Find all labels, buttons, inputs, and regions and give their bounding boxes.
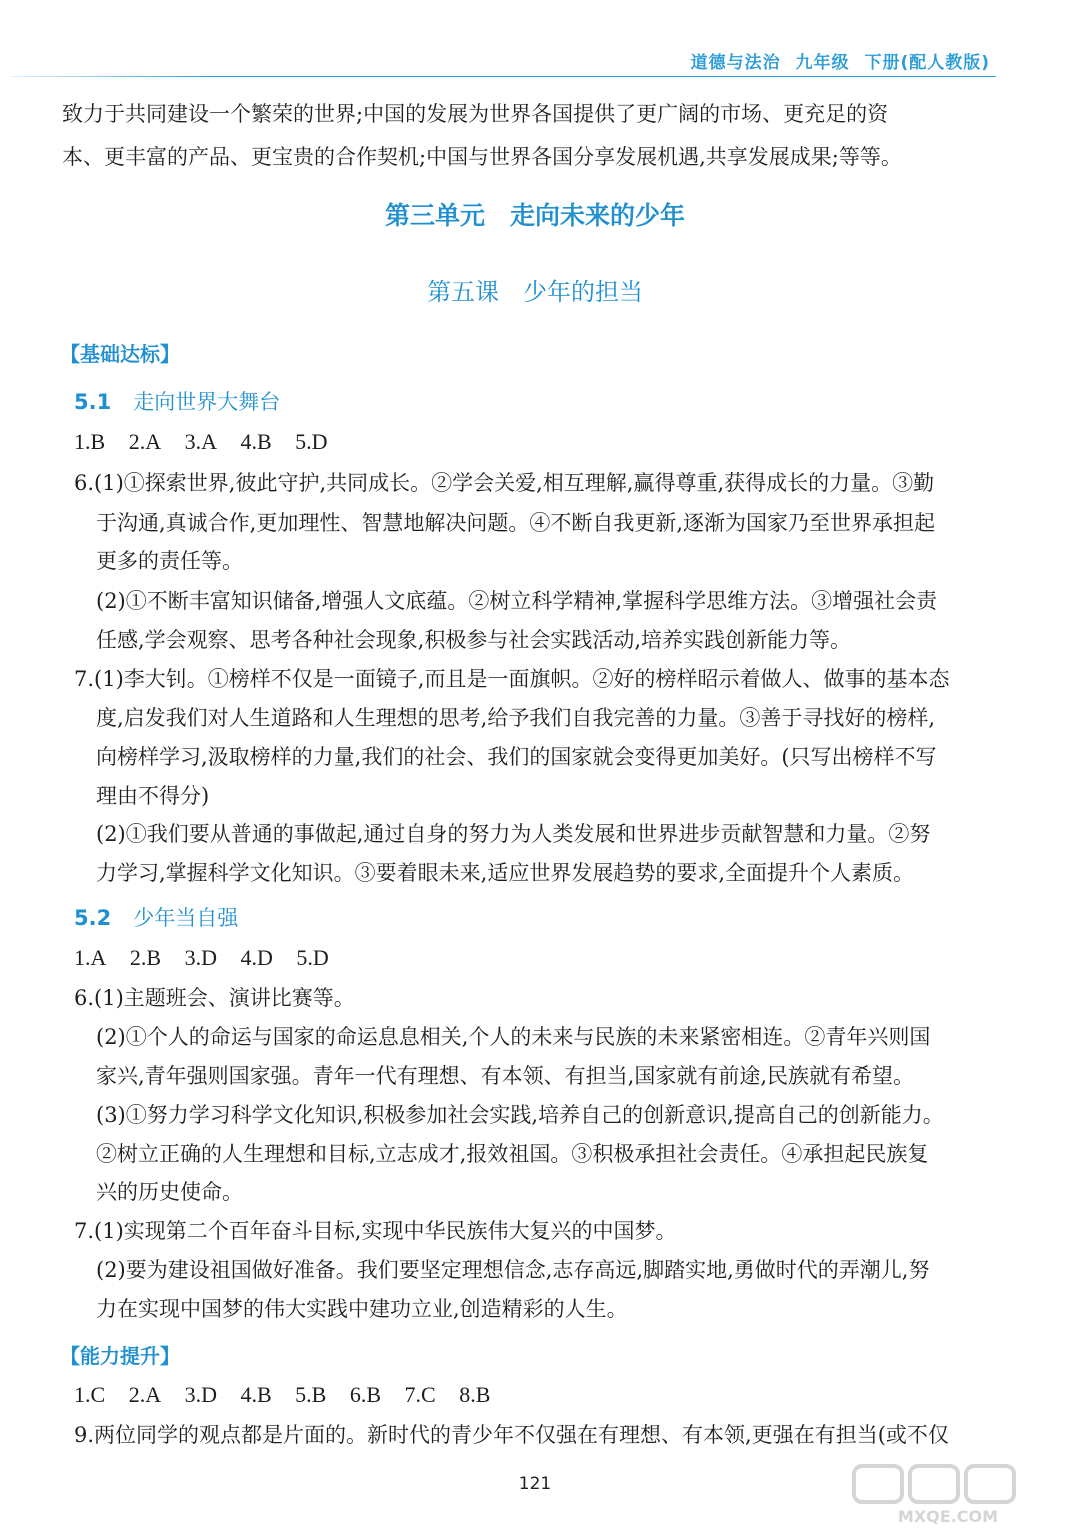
- intro-line-2: 本、更丰富的产品、更宝贵的合作契机;中国与世界各国分享发展机遇,共享发展成果;等等。: [62, 145, 902, 169]
- text-line: 任感,学会观察、思考各种社会现象,积极参与社会实践活动,培养实践创新能力等。: [96, 628, 852, 652]
- answer-item: 2.B: [129, 945, 162, 970]
- answer-item: 1.B: [74, 429, 106, 454]
- page-number: 121: [518, 1474, 552, 1494]
- text-line: (2)要为建设祖国做好准备。我们要坚定理想信念,志存高远,脚踏实地,勇做时代的弄潮儿,努: [96, 1258, 930, 1282]
- text-line: 力学习,掌握科学文化知识。③要着眼未来,适应世界发展趋势的要求,全面提升个人素质。: [96, 861, 915, 885]
- answer-item: 4.B: [240, 429, 272, 454]
- text-line: 向榜样学习,汲取榜样的力量,我们的社会、我们的国家就会变得更加美好。(只写出榜样不写: [96, 745, 937, 769]
- text-line: (2)①我们要从普通的事做起,通过自身的努力为人类发展和世界进步贡献智慧和力量。②努: [96, 822, 931, 846]
- basic-tag: 【基础达标】: [60, 342, 180, 366]
- header-subject: 道德与法治: [690, 53, 781, 73]
- text-line: 于沟通,真诚合作,更加理性、智慧地解决问题。④不断自我更新,逐渐为国家乃至世界承担起: [96, 511, 936, 535]
- watermark-text: MXQE.COM: [897, 1507, 999, 1526]
- section-title: 走向世界大舞台: [133, 390, 281, 414]
- text-line: 力在实现中国梦的伟大实践中建功立业,创造精彩的人生。: [96, 1297, 628, 1321]
- text-line: 6.(1)①探索世界,彼此守护,共同成长。②学会关爱,相互理解,赢得尊重,获得成长的力量。③勤: [74, 471, 935, 495]
- answer-item: 5.D: [296, 945, 329, 970]
- answer-item: 5.B: [295, 1382, 327, 1407]
- section-number: 5.2: [74, 906, 112, 930]
- text-line: 家兴,青年强则国家强。青年一代有理想、有本领、有担当,国家就有前途,民族就有希望。: [96, 1064, 915, 1088]
- ability-tag: 【能力提升】: [60, 1344, 180, 1368]
- text-line: (3)①努力学习科学文化知识,积极参加社会实践,培养自己的创新意识,提高自己的创新能力。: [96, 1103, 944, 1127]
- answer-item: 2.A: [128, 1382, 162, 1407]
- intro-line-1: 致力于共同建设一个繁荣的世界;中国的发展为世界各国提供了更广阔的市场、更充足的资: [62, 102, 889, 126]
- text-line: 兴的历史使命。: [96, 1180, 243, 1204]
- text-line: 度,启发我们对人生道路和人生理想的思考,给予我们自我完善的力量。③善于寻找好的榜样,: [96, 706, 936, 730]
- text-line: 7.(1)李大钊。①榜样不仅是一面镜子,而且是一面旗帜。②好的榜样昭示着做人、做事的基本态: [74, 667, 950, 691]
- answer-item: 4.B: [240, 1382, 272, 1407]
- answer-item: 2.A: [128, 429, 162, 454]
- section-heading-5-1: [74, 386, 280, 416]
- answer-item: 1.C: [74, 1382, 106, 1407]
- answer-item: 3.A: [184, 429, 217, 454]
- text-line: 理由不得分): [96, 784, 210, 808]
- answer-row-5-2: [74, 945, 347, 971]
- watermark-logo: [848, 1460, 1048, 1528]
- answer-item: 7.C: [404, 1382, 436, 1407]
- answer-item: 4.D: [240, 945, 273, 970]
- text-line: (2)①个人的命运与国家的命运息息相关,个人的未来与民族的未来紧密相连。②青年兴则国: [96, 1025, 931, 1049]
- text-line: 9.两位同学的观点都是片面的。新时代的青少年不仅强在有理想、有本领,更强在有担当(或不仅: [74, 1423, 949, 1447]
- answer-item: 6.B: [349, 1382, 382, 1407]
- header-divider: [12, 76, 996, 77]
- section-heading-5-2: [74, 902, 238, 932]
- lesson-title: 第五课 少年的担当: [427, 278, 643, 306]
- text-line: 6.(1)主题班会、演讲比赛等。: [74, 986, 355, 1010]
- header-grade: 九年级: [795, 53, 850, 73]
- answer-row-5-1: [74, 429, 346, 455]
- unit-title: 第三单元 走向未来的少年: [384, 201, 685, 230]
- answer-item: 5.D: [295, 429, 328, 454]
- answer-item: 1.A: [74, 945, 107, 970]
- page-header: [691, 48, 990, 73]
- text-line: 更多的责任等。: [96, 549, 243, 573]
- header-volume: 下册(配人教版): [864, 53, 990, 73]
- answer-item: 3.D: [184, 1382, 217, 1407]
- section-title: 少年当自强: [133, 906, 239, 930]
- section-number: 5.1: [74, 390, 112, 414]
- text-line: 7.(1)实现第二个百年奋斗目标,实现中华民族伟大复兴的中国梦。: [74, 1219, 677, 1243]
- answer-item: 3.D: [184, 945, 217, 970]
- answer-item: 8.B: [459, 1382, 491, 1407]
- answer-row-ability: [74, 1382, 508, 1408]
- text-line: (2)①不断丰富知识储备,增强人文底蕴。②树立科学精神,掌握科学思维方法。③增强社会责: [96, 589, 938, 613]
- text-line: ②树立正确的人生理想和目标,立志成才,报效祖国。③积极承担社会责任。④承担起民族复: [96, 1142, 929, 1166]
